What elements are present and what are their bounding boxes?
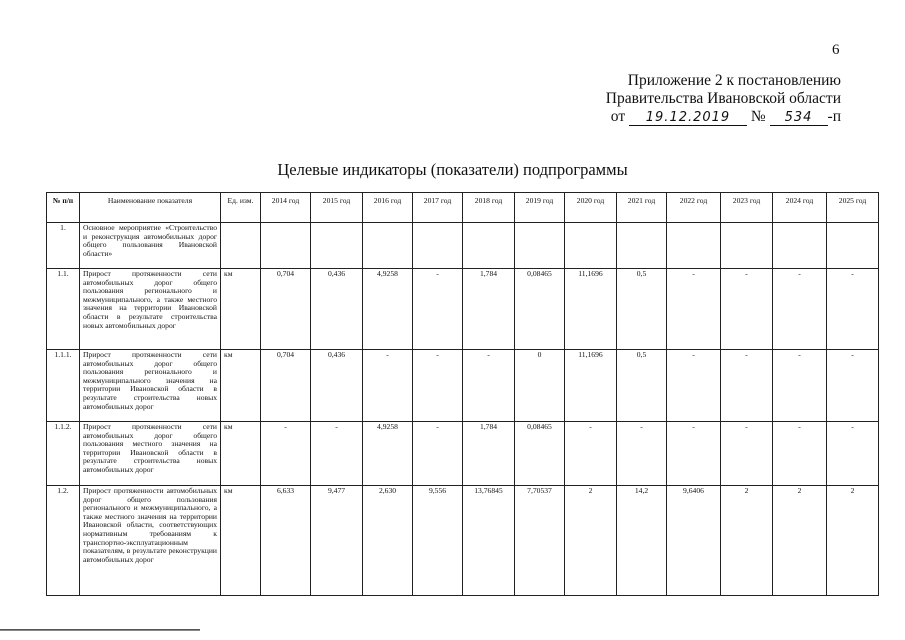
decree-date: 19.12.2019 bbox=[629, 111, 747, 126]
unit-cell: км bbox=[221, 486, 261, 596]
value-cell: - bbox=[617, 422, 667, 486]
value-cell bbox=[261, 223, 311, 269]
row-number: 1.1.1. bbox=[47, 350, 80, 422]
value-cell: 1,784 bbox=[463, 422, 515, 486]
value-cell: 4,9258 bbox=[363, 269, 413, 350]
unit-cell: км bbox=[221, 422, 261, 486]
value-cell: 2 bbox=[827, 486, 879, 596]
value-cell: - bbox=[827, 269, 879, 350]
value-cell: - bbox=[261, 422, 311, 486]
header-year: 2016 год bbox=[363, 193, 413, 223]
table-row bbox=[47, 422, 879, 486]
value-cell: 4,9258 bbox=[363, 422, 413, 486]
value-cell: - bbox=[721, 422, 773, 486]
table-header-row bbox=[47, 193, 879, 223]
value-cell bbox=[363, 223, 413, 269]
value-cell: 0,436 bbox=[311, 269, 363, 350]
scan-artifact-line bbox=[0, 630, 200, 631]
value-cell: 9,556 bbox=[413, 486, 463, 596]
value-cell: - bbox=[311, 422, 363, 486]
table-row bbox=[47, 269, 879, 350]
table-row bbox=[47, 486, 879, 596]
table-row bbox=[47, 350, 879, 422]
unit-cell: км bbox=[221, 350, 261, 422]
value-cell: - bbox=[773, 350, 827, 422]
header-unit: Ед. изм. bbox=[221, 193, 261, 223]
value-cell: - bbox=[667, 350, 721, 422]
row-number: 1. bbox=[47, 223, 80, 269]
value-cell: 11,1696 bbox=[565, 350, 617, 422]
value-cell: 0 bbox=[515, 350, 565, 422]
indicator-name: Основное мероприятие «Строительство и реконструкция автомобильных дорог общего пользования Ивановской области» bbox=[80, 223, 221, 269]
header-year: 2014 год bbox=[261, 193, 311, 223]
indicators-table bbox=[46, 192, 879, 596]
value-cell bbox=[721, 223, 773, 269]
from-label: от bbox=[610, 108, 626, 125]
value-cell: 13,76845 bbox=[463, 486, 515, 596]
value-cell: 0,704 bbox=[261, 350, 311, 422]
value-cell: - bbox=[463, 350, 515, 422]
value-cell: - bbox=[721, 350, 773, 422]
value-cell: - bbox=[363, 350, 413, 422]
header-year: 2024 год bbox=[773, 193, 827, 223]
decree-number: 534 bbox=[770, 111, 828, 126]
value-cell bbox=[667, 223, 721, 269]
value-cell: - bbox=[413, 269, 463, 350]
header-name: Наименование показателя bbox=[80, 193, 221, 223]
value-cell: 0,5 bbox=[617, 269, 667, 350]
value-cell: 0,08465 bbox=[515, 269, 565, 350]
value-cell: 7,70537 bbox=[515, 486, 565, 596]
header-year: 2021 год bbox=[617, 193, 667, 223]
value-cell: 0,08465 bbox=[515, 422, 565, 486]
value-cell: 14,2 bbox=[617, 486, 667, 596]
value-cell: - bbox=[773, 422, 827, 486]
value-cell bbox=[827, 223, 879, 269]
value-cell bbox=[773, 223, 827, 269]
value-cell: 2 bbox=[721, 486, 773, 596]
value-cell: 2 bbox=[773, 486, 827, 596]
value-cell: 0,704 bbox=[261, 269, 311, 350]
value-cell: 9,477 bbox=[311, 486, 363, 596]
row-number: 1.2. bbox=[47, 486, 80, 596]
value-cell: - bbox=[667, 422, 721, 486]
value-cell bbox=[515, 223, 565, 269]
value-cell: 2,630 bbox=[363, 486, 413, 596]
value-cell: - bbox=[721, 269, 773, 350]
value-cell: - bbox=[565, 422, 617, 486]
appendix-line-1: Приложение 2 к постановлению bbox=[627, 72, 841, 89]
indicator-name: Прирост протяженности автомобильных дорог общего пользования регионального и межмуниципального, а также местного значения на территории Ивановской области, соответствующих нормативным требованиям к транспортно-эксплуатационным показателям, в результате реконструкции автомобильных дорог bbox=[80, 486, 221, 596]
value-cell: 0,436 bbox=[311, 350, 363, 422]
value-cell: - bbox=[773, 269, 827, 350]
value-cell bbox=[617, 223, 667, 269]
appendix-header bbox=[606, 72, 841, 126]
appendix-line-2: Правительства Ивановской области bbox=[605, 90, 841, 107]
value-cell: 2 bbox=[565, 486, 617, 596]
row-number: 1.1.2. bbox=[47, 422, 80, 486]
value-cell bbox=[413, 223, 463, 269]
value-cell: - bbox=[827, 350, 879, 422]
indicator-name: Прирост протяженности сети автомобильных дорог общего пользования регионального и межмуниципального, а также местного значения на территории Ивановской области в результате строительства новых автомобильных дорог bbox=[80, 269, 221, 350]
value-cell bbox=[463, 223, 515, 269]
value-cell bbox=[565, 223, 617, 269]
row-number: 1.1. bbox=[47, 269, 80, 350]
document-title: Целевые индикаторы (показатели) подпрограммы bbox=[277, 160, 628, 179]
value-cell: 0,5 bbox=[617, 350, 667, 422]
header-year: 2023 год bbox=[721, 193, 773, 223]
unit-cell bbox=[221, 223, 261, 269]
header-year: 2018 год bbox=[463, 193, 515, 223]
value-cell: 1,784 bbox=[463, 269, 515, 350]
header-year: 2025 год bbox=[827, 193, 879, 223]
header-year: 2022 год bbox=[667, 193, 721, 223]
header-year: 2015 год bbox=[311, 193, 363, 223]
number-suffix: -п bbox=[827, 108, 841, 125]
value-cell: - bbox=[413, 350, 463, 422]
indicator-name: Прирост протяженности сети автомобильных дорог общего пользования регионального и межмуниципального значения на территории Ивановской области в результате строительства новых автомобильных дорог bbox=[80, 350, 221, 422]
page-number: 6 bbox=[832, 42, 840, 58]
value-cell: - bbox=[667, 269, 721, 350]
value-cell: - bbox=[413, 422, 463, 486]
value-cell: 9,6406 bbox=[667, 486, 721, 596]
table-row bbox=[47, 223, 879, 269]
value-cell bbox=[311, 223, 363, 269]
unit-cell: км bbox=[221, 269, 261, 350]
appendix-date-line bbox=[606, 108, 841, 126]
value-cell: - bbox=[827, 422, 879, 486]
header-year: 2019 год bbox=[515, 193, 565, 223]
value-cell: 6,633 bbox=[261, 486, 311, 596]
header-no: № п/п bbox=[47, 193, 80, 223]
header-year: 2017 год bbox=[413, 193, 463, 223]
value-cell: 11,1696 bbox=[565, 269, 617, 350]
indicator-name: Прирост протяженности сети автомобильных дорог общего пользования местного значения на территории Ивановской области в результате строительства новых автомобильных дорог bbox=[80, 422, 221, 486]
header-year: 2020 год bbox=[565, 193, 617, 223]
number-label: № bbox=[750, 108, 766, 125]
